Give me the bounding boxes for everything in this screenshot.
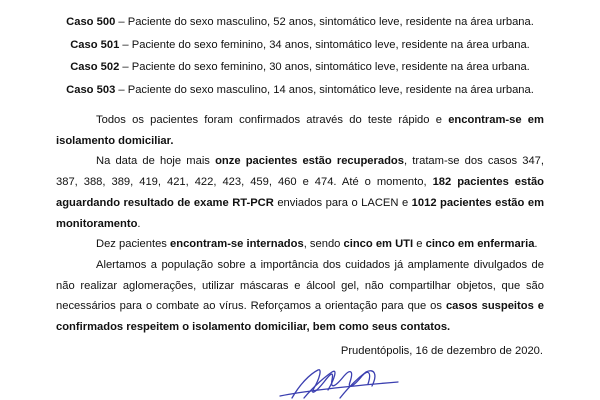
text-run: Dez pacientes <box>96 238 171 251</box>
paragraph-isolation <box>56 110 544 151</box>
text-run: Na data de hoje mais <box>96 155 216 168</box>
emphasis-run: encontram-se em isolamento domiciliar. <box>56 114 544 147</box>
case-description: – Paciente do sexo masculino, 14 anos, sintomático leve, residente na área urbana. <box>115 83 534 96</box>
text-run: . <box>137 217 141 230</box>
emphasis-run: cinco em UTI <box>343 238 414 251</box>
text-run: , tratam-se dos casos 347, 387, 388, 389, 419, 421, 422, 423, 459, 460 e 474. Até o momento, <box>56 155 545 189</box>
emphasis-run: onze pacientes estão recuperados <box>215 155 404 168</box>
bulletin-body <box>56 110 544 338</box>
text-run: e <box>413 238 426 251</box>
case-line <box>0 79 600 102</box>
text-run: Todos os pacientes foram confirmados através do teste rápido e <box>96 114 449 126</box>
signature <box>270 360 410 400</box>
case-description: – Paciente do sexo masculino, 52 anos, sintomático leve, residente na área urbana. <box>115 16 534 28</box>
case-line <box>0 34 600 57</box>
emphasis-run: encontram-se internados <box>170 238 304 251</box>
case-list <box>0 11 600 101</box>
emphasis-run: 182 pacientes estão aguardando resultado de exame RT-PCR <box>56 176 545 209</box>
case-line <box>0 56 600 79</box>
text-run: , sendo <box>303 238 344 251</box>
paragraph-recovered <box>56 151 544 234</box>
case-line <box>0 11 600 34</box>
emphasis-run: 1012 pacientes estão em monitoramento <box>56 196 545 230</box>
emphasis-run: cinco em enfermaria <box>425 238 535 251</box>
paragraph-hospitalized <box>56 234 544 255</box>
paragraph-alert <box>56 255 544 338</box>
case-label: Caso 503 <box>66 83 116 96</box>
case-label: Caso 500 <box>66 16 116 28</box>
text-run: . <box>534 238 538 251</box>
case-description: – Paciente do sexo feminino, 30 anos, sintomático leve, residente na área urbana. <box>119 61 530 73</box>
emphasis-run: casos suspeitos e confirmados respeitem o isolamento domiciliar, bem como seus contatos. <box>56 300 544 334</box>
case-description: – Paciente do sexo feminino, 34 anos, sintomático leve, residente na área urbana. <box>119 38 530 51</box>
place-date: Prudentópolis, 16 de dezembro de 2020. <box>340 345 543 357</box>
case-label: Caso 502 <box>70 61 120 73</box>
text-run: enviados para o LACEN e <box>273 196 412 209</box>
case-label: Caso 501 <box>70 38 120 51</box>
text-run: Alertamos a população sobre a importância dos cuidados já amplamente divulgados de não realizar aglomerações, utilizar máscaras e álcool gel, não compartilhar objetos, que são necessários para o combate ao vírus. Reforçamos a orientação para que os <box>56 258 544 313</box>
